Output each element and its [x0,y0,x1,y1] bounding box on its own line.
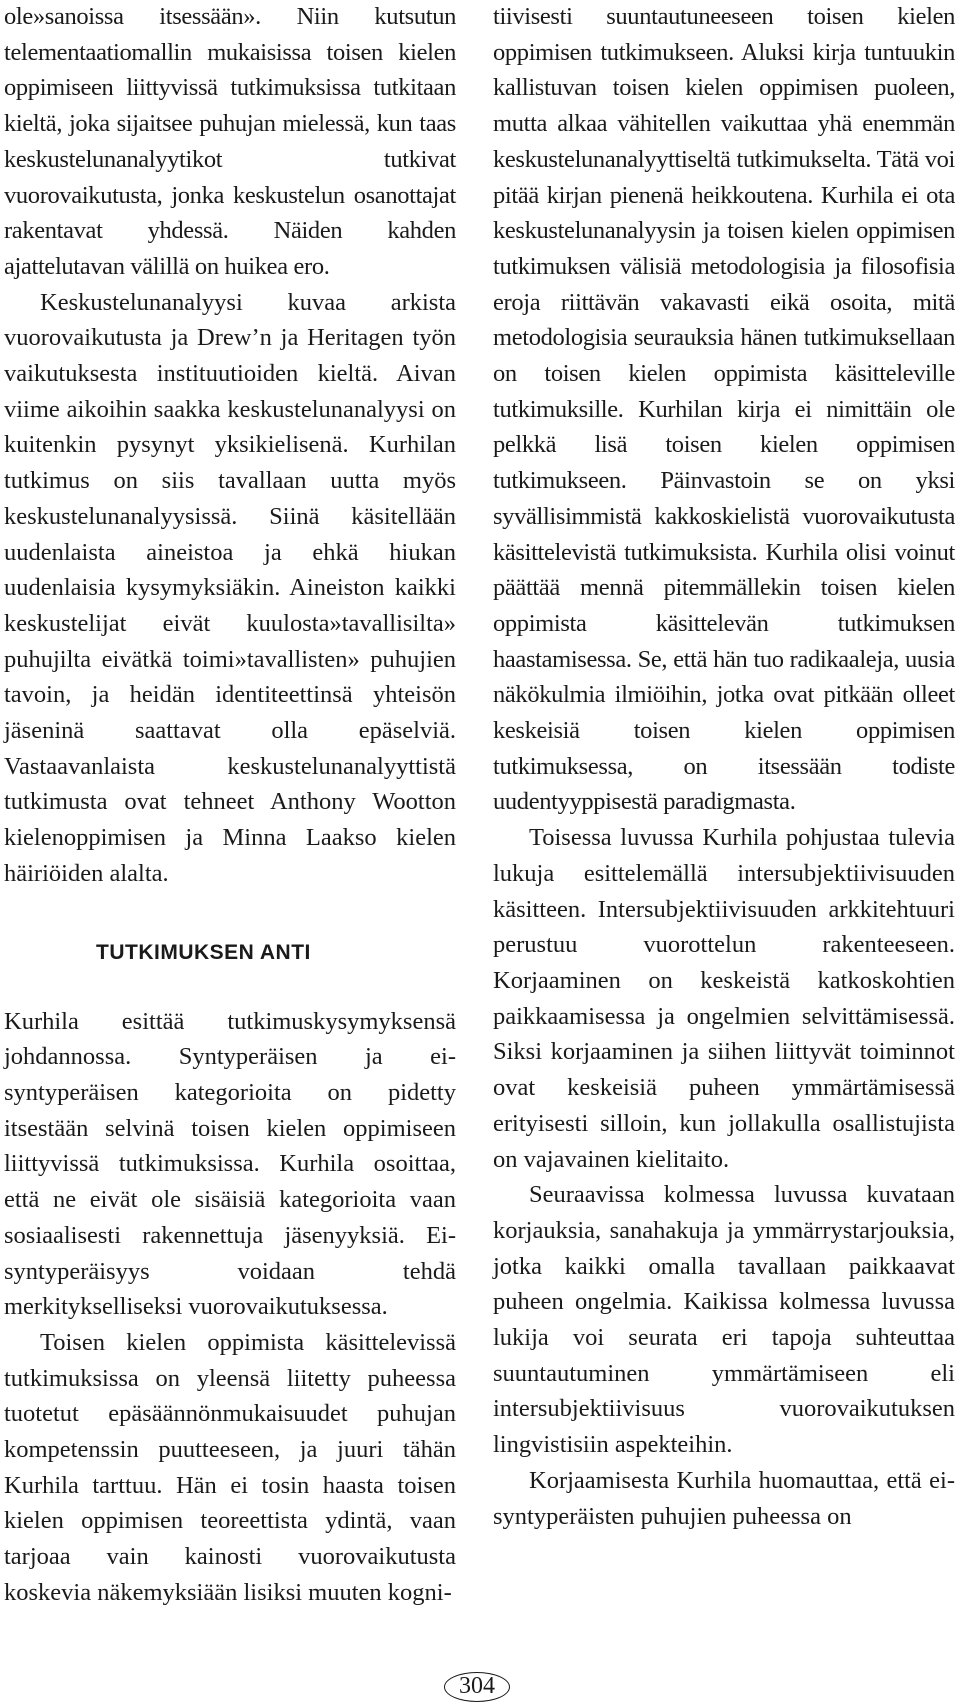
left-column [4,0,456,1611]
paragraph: tiivisesti suuntautuneeseen toisen kielen oppimisen tutkimukseen. Aluksi kirja tuntuukin kallistuvan toisen kielen oppimisen puoleen, mutta alkaa vähitellen vaikuttaa yhä enemmän keskustelunanalyyttiseltä tutkimukselta. Tätä voi pitää kirjan pienenä heikkoutena. Kurhila ei ota keskustelunanalyysin ja toisen kielen oppimisen tutkimuksen välisiä metodologisia ja filosofisia eroja riittävän vakavasti eikä osoita, mitä metodologisia seurauksia hänen tutkimuksellaan on toisen kielen oppimista käsitteleville tutkimuksille. Kurhilan kirja ei nimittäin ole pelkkä lisä toisen kielen oppimisen tutkimukseen. Päinvastoin se on yksi syvällisimmistä kakkoskielistä vuorovaikutusta käsittelevistä tutkimuksista. Kurhila olisi voinut päättää mennä pitemmällekin toisen kielen oppimista käsittelevän tutkimuksen haastamisessa. Se, että hän tuo radikaaleja, uusia näkökulmia ilmiöihin, jotka ovat pitkään olleet keskeisiä toisen kielen oppimisen tutkimuksessa, on itsessään todiste uudentyyppisestä paradigmasta. [493,3,955,816]
right-column [493,0,955,1534]
paragraph: Kurhila esittää tutkimuskysymyksensä johdannossa. Syntyperäisen ja ei-syntyperäisen kategorioita on pidetty itsestään selvinä toisen kielen oppimiseen liittyvissä tutkimuksissa. Kurhila osoittaa, että ne eivät ole sisäisiä kategorioita vaan sosiaalisesti rakennettuja jäsenyyksiä. Ei-syntyperäisyys voidaan tehdä merkitykselliseksi vuorovaikutuksessa. [4,1007,456,1321]
paragraph: Seuraavissa kolmessa luvussa kuvataan korjauksia, sanahakuja ja ymmärrystarjouksia, jotka kaikki omalla tavallaan paikkaavat puheen ongelmia. Kaikissa kolmessa luvussa lukija voi seurata eri tapoja suhteuttaa suuntautuminen ymmärtämiseen eli intersubjektiivisuus vuorovaikutuksen lingvistisiin aspekteihin. [493,1181,955,1459]
spacer [4,892,456,935]
spacer [4,971,456,1004]
paragraph: ole»sanoissa itsessään». Niin kutsutun telementaatiomallin mukaisissa toisen kielen oppimiseen liittyvissä tutkimuksissa tutkitaan kieltä, joka sijaitsee puhujan mielessä, kun taas keskustelunanalyytikot tutkivat vuorovaikutusta, jonka keskustelun osanottajat rakentavat yhdessä. Näiden kahden ajattelutavan välillä on huikea ero. [4,3,456,280]
paragraph: Keskustelunanalyysi kuvaa arkista vuorovaikutusta ja Drew’n ja Heritagen työn vaikutuksesta instituutioiden kieltä. Aivan viime aikoihin saakka keskustelunanalyysi on kuitenkin pysynyt yksikielisenä. Kurhilan tutkimus on siis tavallaan uutta myös keskustelunanalyysissä. Siinä käsitellään uudenlaista aineistoa ja ehkä hiukan uudenlaisia kysymyksiäkin. Aineiston kaikki keskustelijat eivät kuulosta»tavallisilta» puhujilta eivätkä toimi»tavallisten» puhujien tavoin, ja heidän identiteettinsä yhteisön jäseninä saattavat olla epäselviä. Vastaavanlaista keskustelunanalyyttistä tutkimusta ovat tehneet Anthony Wootton kielenoppimisen ja Minna Laakso kielen häiriöiden alalta. [4,288,456,887]
paragraph: Toisessa luvussa Kurhila pohjustaa tulevia lukuja esittelemällä intersubjektiivisuuden käsitteen. Intersubjektiivisuuden arkkitehtuuri perustuu vuorottelun rakenteeseen. Korjaaminen on keskeistä katkoskohtien paikkaamisessa ja ongelmien selvittämisessä. Siksi korjaaminen ja siihen liittyvät toiminnot ovat keskeisiä puheen ymmärtämisessä erityisesti silloin, kun jollakulla osallistujista on vajavainen kielitaito. [493,824,955,1173]
paragraph: Korjaamisesta Kurhila huomauttaa, että ei-syntyperäisten puhujien puheessa on [493,1466,955,1530]
page-number: 304 [444,1672,510,1702]
section-heading: TUTKIMUKSEN ANTI [96,940,311,964]
paragraph: Toisen kielen oppimista käsittelevissä tutkimuksissa on yleensä liitetty puheessa tuotetut epäsäännönmukaisuudet puhujan kompetenssin puutteeseen, ja juuri tähän Kurhila tarttuu. Hän ei tosin haasta toisen kielen oppimisen teoreettista ydintä, vaan tarjoaa vain kainosti vuorovaikutusta koskevia näkemyksiään lisiksi muuten kogni- [4,1328,456,1606]
